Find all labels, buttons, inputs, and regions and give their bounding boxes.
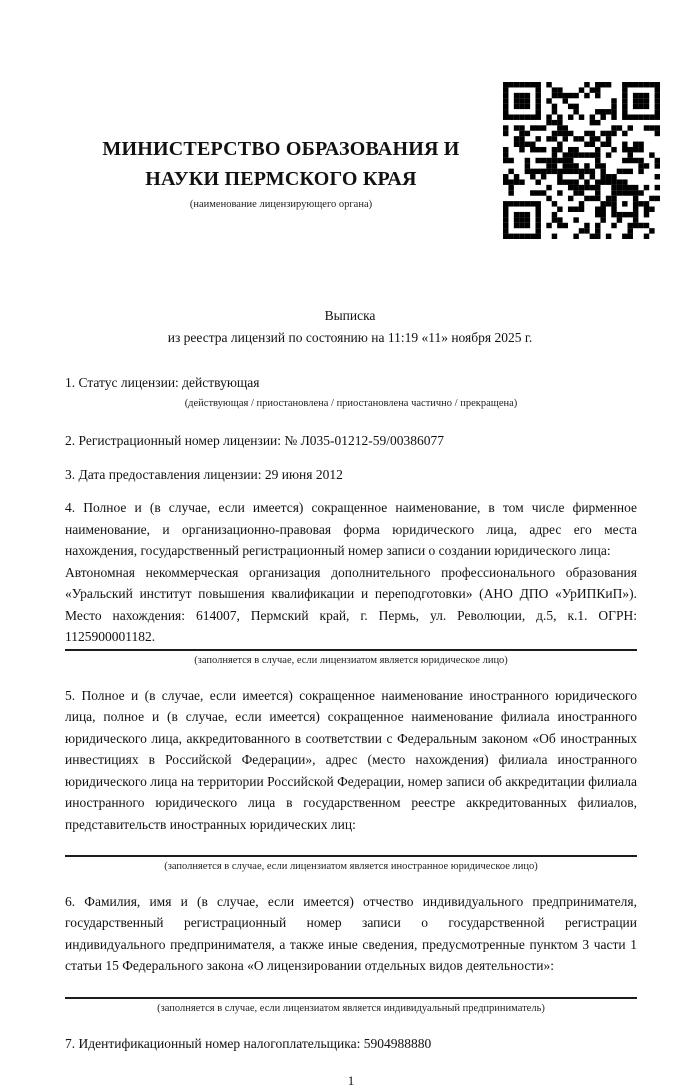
individual-entrepreneur-note: (заполняется в случае, если лицензиатом является индивидуальный предприниматель) (157, 1002, 545, 1014)
legal-entity-statement: 4. Полное и (в случае, если имеется) сокращенное наименование, в том числе фирменное наименование, и организационно-правовая форма юридического лица, адрес его места нахождения, государственный регистрационный номер записи о создании юридического лица: (65, 500, 637, 559)
foreign-entity-statement: 5. Полное и (в случае, если имеется) сокращенное наименование иностранного юридического лица, полное и (в случае, если имеется) сокращенное наименование филиала иностранного юридического лица, аккредитованного в соответствии с Федеральным законом «Об иностранных инвестициях в Российской Федерации», адрес (место нахождения) филиала иностранного юридического лица на территории Российской Федерации, номер записи об аккредитации филиала иностранного юридического лица в государственном реестре аккредитованных филиалов, представительств иностранных юридических лиц: (65, 687, 637, 832)
taxpayer-number-text: 7. Идентификационный номер налогоплательщика: 5904988880 (65, 1035, 432, 1051)
document-title-line1: Выписка (324, 308, 376, 323)
ministry-title: МИНИСТЕРСТВО ОБРАЗОВАНИЯ И НАУКИ ПЕРМСКОГО КРАЯ (102, 138, 460, 190)
license-date-text: 3. Дата предоставления лицензии: 29 июня 2012 (65, 466, 343, 482)
foreign-entity-note: (заполняется в случае, если лицензиатом является иностранное юридическое лицо) (164, 861, 538, 873)
legal-entity-underline (65, 649, 637, 651)
license-status-text: 1. Статус лицензии: действующая (65, 375, 260, 391)
legal-entity-value: Автономная некоммерческая организация дополнительного профессионального образования «Уральский институт повышения квалификации и переподготовки» (АНО ДПО «УрИПКиП»). Место нахождения: 614007, Пермский край, г. Пермь, ул. Революции, д.5, к.1. ОГРН: 1125900001182. (65, 564, 637, 645)
item-taxpayer-number (65, 1033, 637, 1055)
item-legal-entity (65, 497, 637, 668)
item-license-status (65, 372, 637, 411)
ministry-caption: (наименование лицензирующего органа) (189, 199, 373, 210)
item-registration-number (65, 430, 637, 452)
legal-entity-note: (заполняется в случае, если лицензиатом является юридическое лицо) (194, 654, 508, 666)
item-foreign-entity (65, 685, 637, 875)
document-title-line2: из реестра лицензий по состоянию на 11:19 «11» ноября 2025 г. (167, 329, 533, 345)
page-number: 1 (347, 1073, 355, 1089)
individual-entrepreneur-underline (65, 997, 637, 999)
individual-entrepreneur-statement: 6. Фамилия, имя и (в случае, если имеется) отчество индивидуального предпринимателя, государственный регистрационный номер записи о государственной регистрации индивидуального предпринимателя, а также иные сведения, предусмотренные пунктом 3 части 1 статьи 15 Федерального закона «О лицензировании отдельных видов деятельности»: (65, 893, 637, 974)
document-title (0, 305, 700, 348)
qr-code (503, 82, 660, 239)
registration-number-text: 2. Регистрационный номер лицензии: № Л035-01212-59/00386077 (65, 433, 445, 449)
issuing-authority (65, 134, 497, 210)
document-body (0, 372, 700, 1092)
license-status-note: (действующая / приостановлена / приостановлена частично / прекращена) (184, 397, 518, 409)
item-individual-entrepreneur (65, 891, 637, 1017)
item-license-date (65, 464, 637, 486)
letterhead (0, 0, 700, 239)
foreign-entity-underline (65, 855, 637, 857)
